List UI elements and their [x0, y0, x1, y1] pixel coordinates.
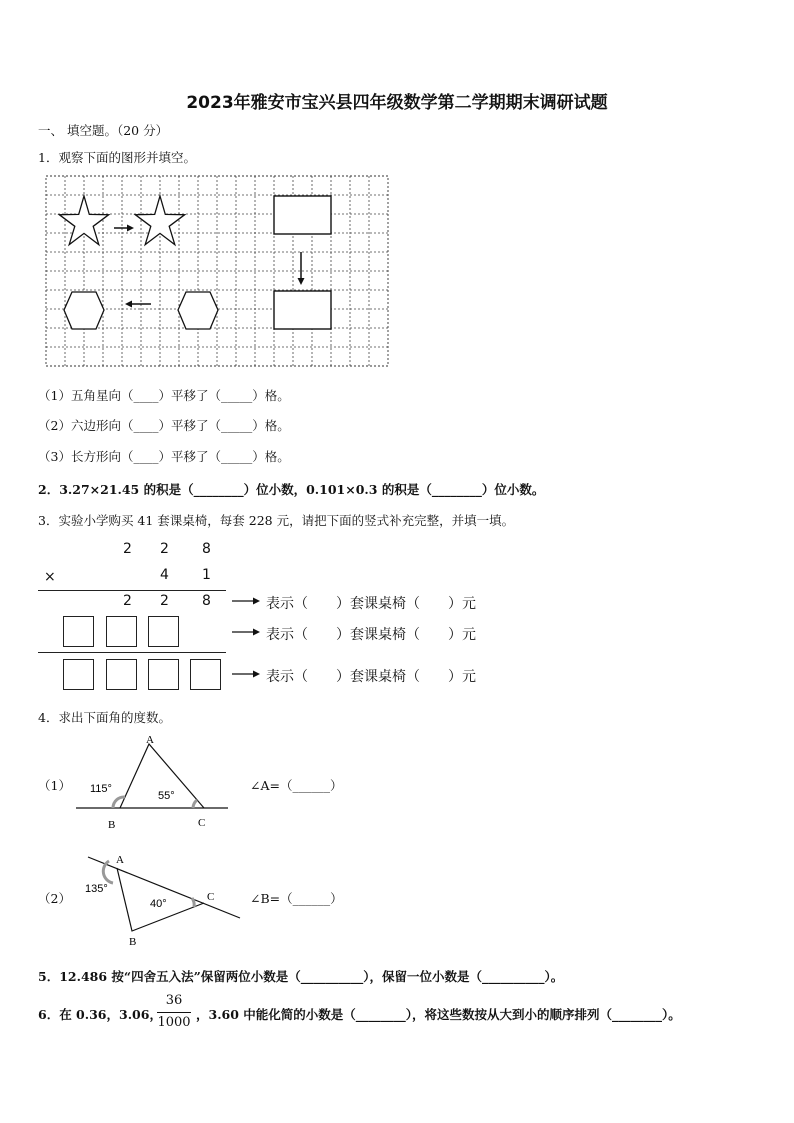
partial-product-digit-2: 2: [160, 593, 169, 609]
question-1-part-1: （1）五角星向（____）平移了（_____）格。: [38, 388, 290, 403]
page-title: 2023年雅安市宝兴县四年级数学第二学期期末调研试题: [186, 93, 608, 113]
multiply-sign: ×: [44, 569, 56, 585]
question-1-stem: 1．观察下面的图形并填空。: [38, 150, 196, 165]
explanation-line-3: 表示（ ）套课桌椅（ ）元: [266, 669, 476, 685]
hexagon-original-icon: [178, 292, 218, 329]
vertex-label-c: C: [198, 817, 206, 829]
answer-box[interactable]: [63, 659, 94, 690]
vertex-label-c: C: [207, 891, 215, 903]
answer-box[interactable]: [190, 659, 221, 690]
answer-box[interactable]: [148, 616, 179, 647]
answer-box[interactable]: [63, 616, 94, 647]
translation-grid-figure: [46, 176, 388, 368]
partial-product-digit-3: 8: [202, 593, 211, 609]
answer-box[interactable]: [106, 616, 137, 647]
multiplicand-digit-2: 2: [160, 541, 169, 557]
partial-product-digit-1: 2: [123, 593, 132, 609]
question-5: 5．12.486 按“四舍五入法”保留两位小数是（__________），保留一位小数是（__________）。: [38, 969, 564, 984]
explanation-line-1: 表示（ ）套课桌椅（ ）元: [266, 596, 476, 612]
question-4-part-1-number: （1）: [38, 778, 71, 793]
question-6-prefix: 6．在 0.36，3.06，: [38, 1007, 162, 1022]
fraction-numerator: 36: [165, 993, 183, 1008]
hexagon-moved-icon: [64, 292, 104, 329]
answer-box[interactable]: [106, 659, 137, 690]
triangle-figure-1: [70, 730, 240, 835]
angle-label-135: 135°: [85, 883, 108, 895]
angle-label-55: 55°: [158, 790, 175, 802]
multiplicand-digit-1: 2: [123, 541, 132, 557]
question-3-stem: 3．实验小学购买 41 套课桌椅，每套 228 元，请把下面的竖式补充完整，并填一填。: [38, 513, 515, 528]
question-1-part-3: （3）长方形向（____）平移了（_____）格。: [38, 449, 290, 464]
answer-box[interactable]: [148, 659, 179, 690]
explanation-line-2: 表示（ ）套课桌椅（ ）元: [266, 627, 476, 643]
triangle-figure-2: [80, 848, 250, 948]
vertex-label-b: B: [108, 819, 116, 831]
vertex-label-a: A: [116, 854, 124, 866]
rule-line-2: [38, 652, 226, 653]
fraction-denominator: 1000: [157, 1015, 191, 1030]
question-4-part-2-number: （2）: [38, 891, 71, 906]
multiplicand-digit-3: 8: [202, 541, 211, 557]
answer-angle-b: ∠B=（______）: [250, 891, 343, 906]
question-2: 2．3.27×21.45 的积是（________）位小数，0.101×0.3 的积是（________）位小数。: [38, 482, 545, 497]
multiplier-digit-2: 1: [202, 567, 211, 583]
question-1-part-2: （2）六边形向（____）平移了（_____）格。: [38, 418, 290, 433]
question-4-stem: 4．求出下面角的度数。: [38, 710, 171, 725]
angle-label-40: 40°: [150, 898, 167, 910]
rectangle-moved-icon: [274, 291, 331, 329]
fraction-bar: [157, 1012, 191, 1013]
angle-label-115: 115°: [90, 783, 112, 795]
section-heading: 一、 填空题。（20 分）: [38, 123, 169, 138]
arrow-right-icon: [232, 595, 262, 685]
multiplier-digit-1: 4: [160, 567, 169, 583]
answer-angle-a: ∠A=（______）: [250, 778, 343, 793]
vertex-label-b: B: [129, 936, 137, 948]
question-6-suffix: ，3.60 中能化简的小数是（________），将这些数按从大到小的顺序排列（________）。: [196, 1007, 681, 1022]
vertex-label-a: A: [146, 734, 154, 746]
rule-line-1: [38, 590, 226, 591]
rectangle-original-icon: [274, 196, 331, 234]
